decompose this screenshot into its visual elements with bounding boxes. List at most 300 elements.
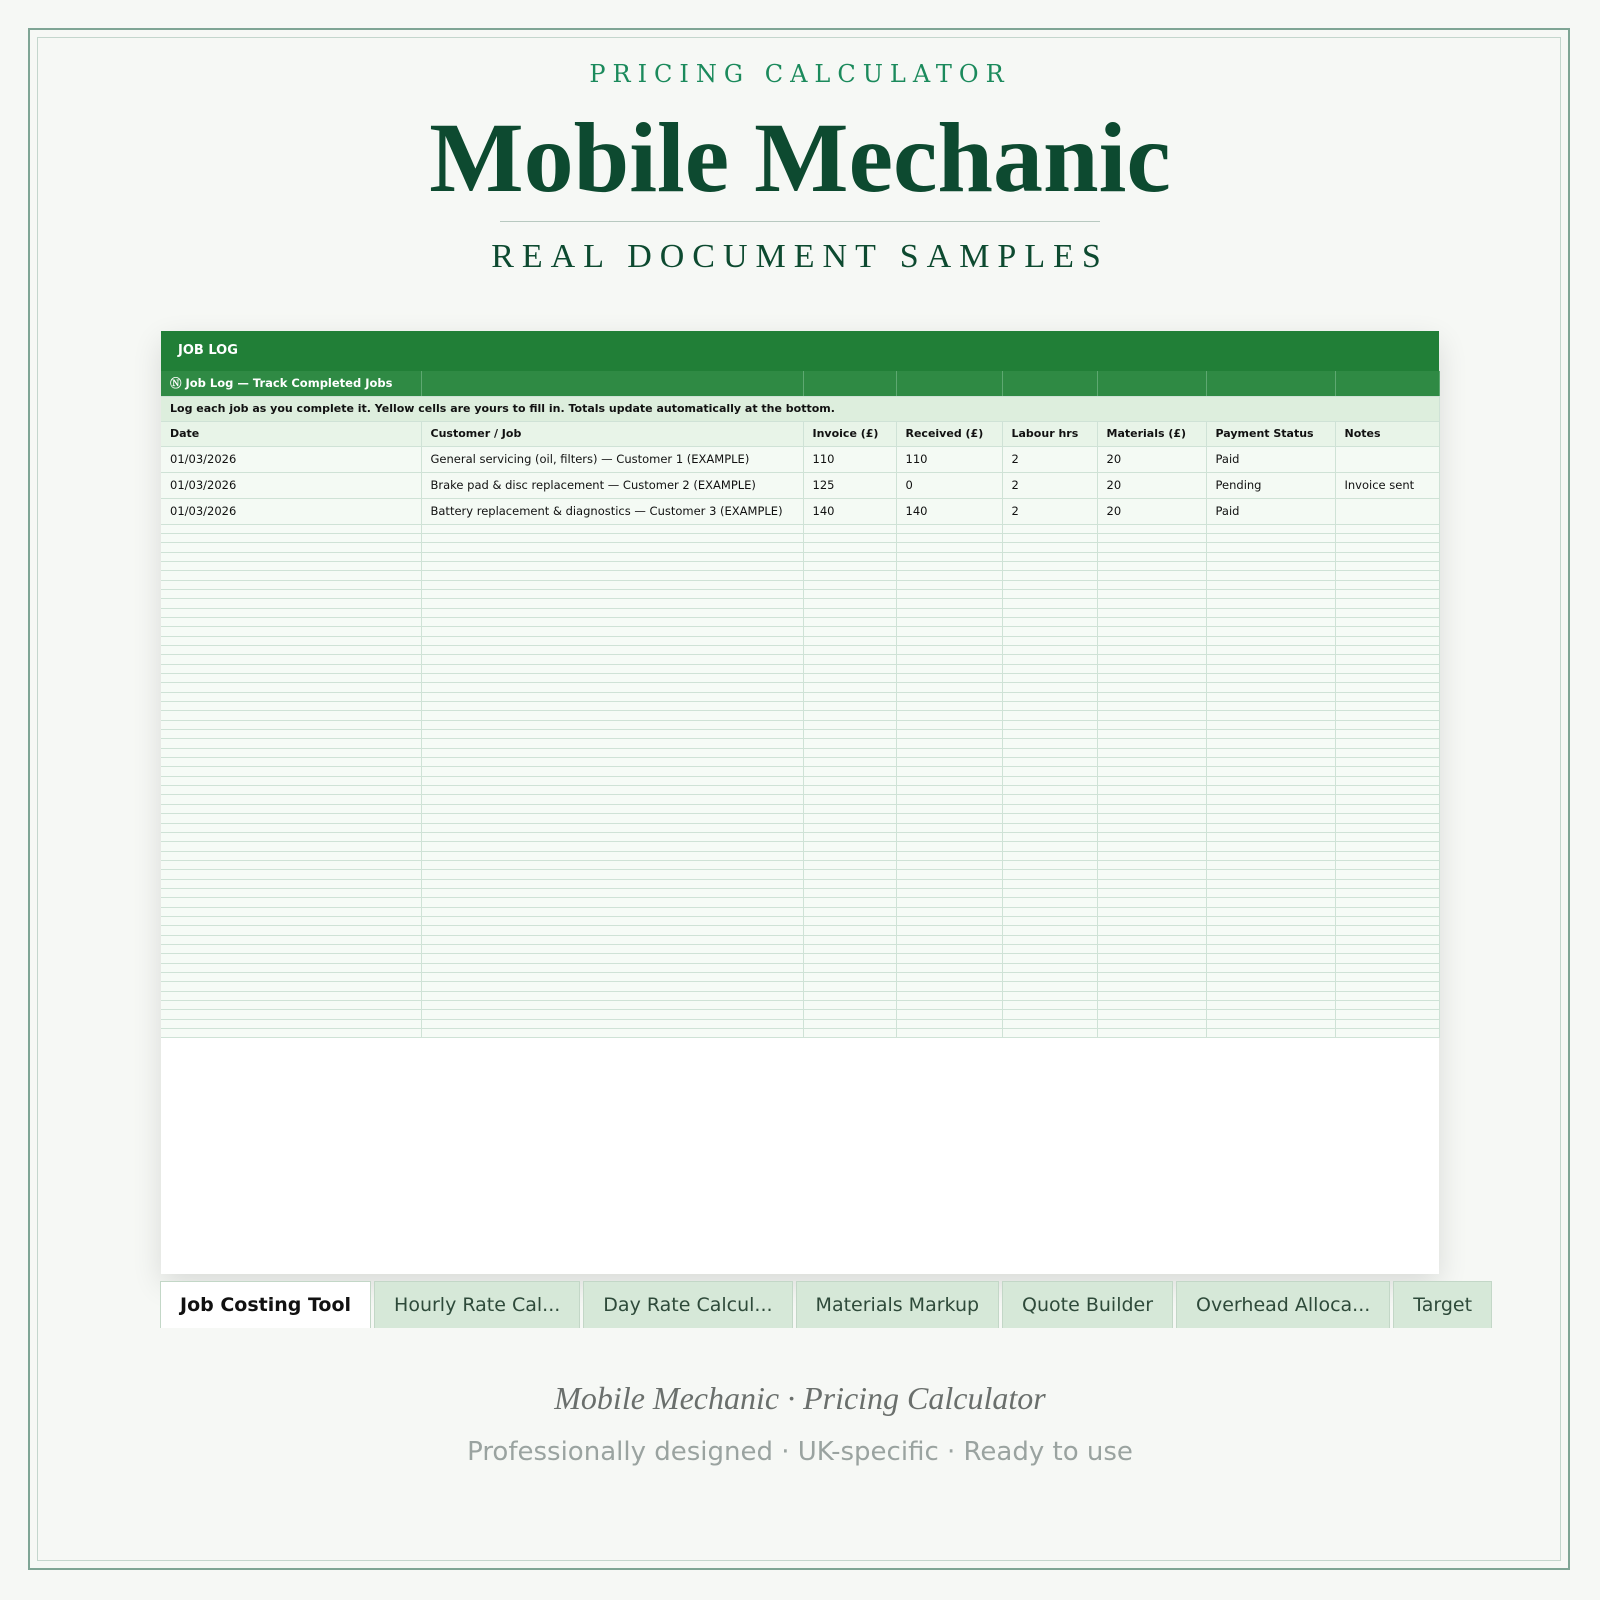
empty-cell[interactable] [421, 823, 803, 832]
empty-cell[interactable] [161, 748, 421, 757]
empty-cell[interactable] [1206, 617, 1335, 626]
empty-cell[interactable] [1097, 916, 1206, 925]
section-cell[interactable] [1097, 371, 1206, 396]
empty-cell[interactable] [1002, 776, 1097, 785]
empty-cell[interactable] [803, 739, 896, 748]
table-cell[interactable]: 2 [1002, 446, 1097, 472]
empty-cell[interactable] [1002, 730, 1097, 739]
empty-cell[interactable] [1206, 907, 1335, 916]
empty-cell[interactable] [1206, 1019, 1335, 1028]
empty-cell[interactable] [1097, 851, 1206, 860]
empty-cell[interactable] [421, 954, 803, 963]
empty-cell[interactable] [161, 664, 421, 673]
empty-cell[interactable] [421, 786, 803, 795]
empty-cell[interactable] [803, 916, 896, 925]
empty-cell[interactable] [1097, 739, 1206, 748]
empty-cell[interactable] [161, 851, 421, 860]
empty-cell[interactable] [1206, 758, 1335, 767]
empty-cell[interactable] [896, 786, 1002, 795]
empty-cell[interactable] [803, 1001, 896, 1010]
sheet-tab[interactable]: Quote Builder [1002, 1281, 1173, 1328]
empty-cell[interactable] [803, 1010, 896, 1019]
empty-cell[interactable] [803, 973, 896, 982]
empty-cell[interactable] [1335, 683, 1439, 692]
empty-cell[interactable] [896, 1010, 1002, 1019]
empty-cell[interactable] [161, 842, 421, 851]
empty-cell[interactable] [421, 543, 803, 552]
empty-cell[interactable] [1206, 711, 1335, 720]
empty-cell[interactable] [1097, 589, 1206, 598]
empty-cell[interactable] [1206, 561, 1335, 570]
empty-cell[interactable] [1335, 804, 1439, 813]
empty-cell[interactable] [1097, 720, 1206, 729]
empty-cell[interactable] [421, 1010, 803, 1019]
empty-cell[interactable] [1206, 1029, 1335, 1038]
empty-cell[interactable] [1002, 664, 1097, 673]
empty-cell[interactable] [1097, 898, 1206, 907]
empty-cell[interactable] [1097, 571, 1206, 580]
empty-cell[interactable] [1335, 589, 1439, 598]
empty-cell[interactable] [1002, 1019, 1097, 1028]
empty-cell[interactable] [803, 832, 896, 841]
empty-cell[interactable] [1097, 599, 1206, 608]
empty-cell[interactable] [896, 617, 1002, 626]
empty-cell[interactable] [421, 599, 803, 608]
empty-cell[interactable] [1206, 636, 1335, 645]
empty-cell[interactable] [421, 879, 803, 888]
empty-cell[interactable] [161, 645, 421, 654]
empty-cell[interactable] [896, 776, 1002, 785]
empty-cell[interactable] [1097, 533, 1206, 542]
empty-cell[interactable] [896, 730, 1002, 739]
empty-cell[interactable] [1002, 898, 1097, 907]
empty-cell[interactable] [1335, 552, 1439, 561]
empty-cell[interactable] [1335, 674, 1439, 683]
empty-cell[interactable] [421, 795, 803, 804]
empty-cell[interactable] [1335, 973, 1439, 982]
empty-cell[interactable] [1097, 1029, 1206, 1038]
empty-cell[interactable] [1097, 524, 1206, 533]
empty-cell[interactable] [803, 982, 896, 991]
empty-cell[interactable] [161, 814, 421, 823]
empty-cell[interactable] [896, 898, 1002, 907]
empty-cell[interactable] [421, 907, 803, 916]
empty-cell[interactable] [1002, 916, 1097, 925]
table-cell[interactable]: Paid [1206, 446, 1335, 472]
empty-cell[interactable] [421, 617, 803, 626]
empty-cell[interactable] [1097, 879, 1206, 888]
empty-cell[interactable] [1335, 944, 1439, 953]
empty-cell[interactable] [161, 963, 421, 972]
empty-cell[interactable] [421, 832, 803, 841]
table-cell[interactable]: 20 [1097, 498, 1206, 524]
empty-cell[interactable] [1097, 617, 1206, 626]
empty-cell[interactable] [161, 1010, 421, 1019]
empty-cell[interactable] [421, 711, 803, 720]
empty-cell[interactable] [896, 870, 1002, 879]
empty-cell[interactable] [161, 823, 421, 832]
empty-cell[interactable] [1206, 851, 1335, 860]
empty-cell[interactable] [161, 870, 421, 879]
empty-cell[interactable] [1335, 524, 1439, 533]
table-cell[interactable]: 125 [803, 472, 896, 498]
empty-cell[interactable] [421, 589, 803, 598]
sheet-tab[interactable]: Overhead Alloca... [1176, 1281, 1390, 1328]
empty-cell[interactable] [1002, 926, 1097, 935]
empty-cell[interactable] [803, 795, 896, 804]
empty-cell[interactable] [1097, 870, 1206, 879]
empty-cell[interactable] [803, 571, 896, 580]
empty-cell[interactable] [1206, 898, 1335, 907]
empty-cell[interactable] [896, 935, 1002, 944]
empty-cell[interactable] [1002, 832, 1097, 841]
column-header[interactable]: Customer / Job [421, 421, 803, 446]
section-cell[interactable] [1335, 371, 1439, 396]
empty-cell[interactable] [161, 767, 421, 776]
empty-cell[interactable] [1002, 758, 1097, 767]
empty-cell[interactable] [1097, 973, 1206, 982]
empty-cell[interactable] [803, 935, 896, 944]
table-cell[interactable]: 0 [896, 472, 1002, 498]
empty-cell[interactable] [1335, 795, 1439, 804]
empty-cell[interactable] [1002, 608, 1097, 617]
empty-cell[interactable] [1097, 702, 1206, 711]
empty-cell[interactable] [896, 982, 1002, 991]
empty-cell[interactable] [1335, 748, 1439, 757]
empty-cell[interactable] [1335, 720, 1439, 729]
empty-cell[interactable] [161, 776, 421, 785]
empty-cell[interactable] [161, 804, 421, 813]
empty-cell[interactable] [896, 888, 1002, 897]
empty-cell[interactable] [421, 963, 803, 972]
sheet-tab[interactable]: Job Costing Tool [160, 1281, 371, 1328]
empty-cell[interactable] [896, 720, 1002, 729]
empty-cell[interactable] [803, 730, 896, 739]
empty-cell[interactable] [803, 599, 896, 608]
empty-cell[interactable] [161, 552, 421, 561]
empty-cell[interactable] [161, 617, 421, 626]
empty-cell[interactable] [1206, 963, 1335, 972]
empty-cell[interactable] [803, 589, 896, 598]
empty-cell[interactable] [1206, 870, 1335, 879]
empty-cell[interactable] [1097, 608, 1206, 617]
empty-cell[interactable] [421, 888, 803, 897]
empty-cell[interactable] [161, 935, 421, 944]
empty-cell[interactable] [1097, 561, 1206, 570]
empty-cell[interactable] [896, 580, 1002, 589]
empty-cell[interactable] [161, 982, 421, 991]
empty-cell[interactable] [1335, 571, 1439, 580]
empty-cell[interactable] [1002, 533, 1097, 542]
empty-cell[interactable] [896, 589, 1002, 598]
empty-cell[interactable] [1335, 814, 1439, 823]
empty-cell[interactable] [1206, 860, 1335, 869]
empty-cell[interactable] [803, 898, 896, 907]
empty-cell[interactable] [896, 832, 1002, 841]
empty-cell[interactable] [421, 776, 803, 785]
empty-cell[interactable] [1335, 823, 1439, 832]
empty-cell[interactable] [803, 655, 896, 664]
table-cell[interactable]: 110 [896, 446, 1002, 472]
empty-cell[interactable] [421, 860, 803, 869]
empty-cell[interactable] [421, 748, 803, 757]
empty-cell[interactable] [161, 973, 421, 982]
empty-cell[interactable] [803, 758, 896, 767]
empty-cell[interactable] [421, 926, 803, 935]
empty-cell[interactable] [1002, 823, 1097, 832]
empty-cell[interactable] [896, 627, 1002, 636]
table-cell[interactable]: 2 [1002, 498, 1097, 524]
empty-cell[interactable] [161, 954, 421, 963]
empty-cell[interactable] [1002, 804, 1097, 813]
empty-cell[interactable] [421, 720, 803, 729]
empty-cell[interactable] [803, 823, 896, 832]
empty-cell[interactable] [1097, 767, 1206, 776]
empty-cell[interactable] [1335, 954, 1439, 963]
empty-cell[interactable] [161, 1019, 421, 1028]
section-cell[interactable] [421, 371, 803, 396]
empty-cell[interactable] [1335, 767, 1439, 776]
empty-cell[interactable] [421, 1001, 803, 1010]
empty-cell[interactable] [896, 804, 1002, 813]
empty-cell[interactable] [1002, 860, 1097, 869]
empty-cell[interactable] [1002, 617, 1097, 626]
empty-cell[interactable] [1097, 711, 1206, 720]
table-cell[interactable]: 140 [803, 498, 896, 524]
empty-cell[interactable] [1335, 851, 1439, 860]
empty-cell[interactable] [896, 674, 1002, 683]
empty-cell[interactable] [1002, 944, 1097, 953]
empty-cell[interactable] [1206, 552, 1335, 561]
empty-cell[interactable] [1002, 982, 1097, 991]
empty-cell[interactable] [161, 739, 421, 748]
empty-cell[interactable] [421, 692, 803, 701]
empty-cell[interactable] [421, 683, 803, 692]
empty-cell[interactable] [1335, 916, 1439, 925]
sheet-tab[interactable]: Target [1393, 1281, 1492, 1328]
table-cell[interactable]: 20 [1097, 472, 1206, 498]
empty-cell[interactable] [1097, 907, 1206, 916]
table-cell[interactable]: 2 [1002, 472, 1097, 498]
empty-cell[interactable] [1335, 907, 1439, 916]
empty-cell[interactable] [1097, 552, 1206, 561]
table-cell[interactable]: 01/03/2026 [161, 472, 421, 498]
empty-cell[interactable] [421, 973, 803, 982]
empty-cell[interactable] [1335, 991, 1439, 1000]
empty-cell[interactable] [1206, 776, 1335, 785]
empty-cell[interactable] [1002, 720, 1097, 729]
empty-cell[interactable] [1206, 608, 1335, 617]
table-cell[interactable] [1335, 498, 1439, 524]
empty-cell[interactable] [1335, 1029, 1439, 1038]
empty-cell[interactable] [896, 795, 1002, 804]
table-cell[interactable] [1335, 446, 1439, 472]
empty-cell[interactable] [421, 804, 803, 813]
empty-cell[interactable] [161, 907, 421, 916]
sheet-tab[interactable]: Day Rate Calcul... [583, 1281, 792, 1328]
empty-cell[interactable] [1206, 664, 1335, 673]
empty-cell[interactable] [803, 524, 896, 533]
empty-cell[interactable] [1206, 627, 1335, 636]
empty-cell[interactable] [1206, 804, 1335, 813]
empty-cell[interactable] [1097, 842, 1206, 851]
empty-cell[interactable] [161, 627, 421, 636]
empty-cell[interactable] [1335, 842, 1439, 851]
empty-cell[interactable] [1335, 963, 1439, 972]
table-cell[interactable]: General servicing (oil, filters) — Customer 1 (EXAMPLE) [421, 446, 803, 472]
empty-cell[interactable] [161, 524, 421, 533]
empty-cell[interactable] [896, 692, 1002, 701]
empty-cell[interactable] [421, 561, 803, 570]
empty-cell[interactable] [1206, 814, 1335, 823]
empty-cell[interactable] [1206, 935, 1335, 944]
empty-cell[interactable] [161, 533, 421, 542]
empty-cell[interactable] [1335, 758, 1439, 767]
table-cell[interactable]: Brake pad & disc replacement — Customer 2 (EXAMPLE) [421, 472, 803, 498]
empty-cell[interactable] [1097, 823, 1206, 832]
empty-cell[interactable] [421, 814, 803, 823]
empty-cell[interactable] [896, 860, 1002, 869]
empty-cell[interactable] [161, 674, 421, 683]
empty-cell[interactable] [1097, 786, 1206, 795]
empty-cell[interactable] [1002, 739, 1097, 748]
empty-cell[interactable] [1335, 860, 1439, 869]
empty-cell[interactable] [1002, 991, 1097, 1000]
empty-cell[interactable] [161, 692, 421, 701]
empty-cell[interactable] [1335, 1019, 1439, 1028]
empty-cell[interactable] [1097, 860, 1206, 869]
empty-cell[interactable] [1335, 870, 1439, 879]
empty-cell[interactable] [1206, 954, 1335, 963]
empty-cell[interactable] [803, 543, 896, 552]
empty-cell[interactable] [1002, 748, 1097, 757]
empty-cell[interactable] [803, 776, 896, 785]
empty-cell[interactable] [161, 832, 421, 841]
empty-cell[interactable] [421, 702, 803, 711]
empty-cell[interactable] [1097, 1010, 1206, 1019]
column-header[interactable]: Materials (£) [1097, 421, 1206, 446]
empty-cell[interactable] [1335, 832, 1439, 841]
section-cell[interactable] [1206, 371, 1335, 396]
empty-cell[interactable] [1335, 935, 1439, 944]
empty-cell[interactable] [1097, 683, 1206, 692]
empty-cell[interactable] [1002, 627, 1097, 636]
empty-cell[interactable] [896, 645, 1002, 654]
instructions-text[interactable]: Log each job as you complete it. Yellow cells are yours to fill in. Totals update automatically at the bottom. [161, 396, 1439, 421]
section-title[interactable]: Ⓝ Job Log — Track Completed Jobs [161, 371, 421, 396]
empty-cell[interactable] [896, 944, 1002, 953]
empty-cell[interactable] [896, 533, 1002, 542]
empty-cell[interactable] [1206, 982, 1335, 991]
empty-cell[interactable] [1206, 645, 1335, 654]
empty-cell[interactable] [1335, 627, 1439, 636]
empty-cell[interactable] [896, 842, 1002, 851]
empty-cell[interactable] [803, 888, 896, 897]
column-header[interactable]: Labour hrs [1002, 421, 1097, 446]
empty-cell[interactable] [1206, 1001, 1335, 1010]
empty-cell[interactable] [803, 814, 896, 823]
empty-cell[interactable] [1097, 954, 1206, 963]
empty-cell[interactable] [1002, 589, 1097, 598]
empty-cell[interactable] [1206, 533, 1335, 542]
empty-cell[interactable] [896, 552, 1002, 561]
empty-cell[interactable] [896, 973, 1002, 982]
empty-cell[interactable] [1097, 888, 1206, 897]
empty-cell[interactable] [1002, 561, 1097, 570]
empty-cell[interactable] [421, 935, 803, 944]
empty-cell[interactable] [1097, 748, 1206, 757]
empty-cell[interactable] [1097, 991, 1206, 1000]
empty-cell[interactable] [1097, 645, 1206, 654]
empty-cell[interactable] [803, 767, 896, 776]
empty-cell[interactable] [1097, 832, 1206, 841]
empty-cell[interactable] [1002, 683, 1097, 692]
empty-cell[interactable] [161, 543, 421, 552]
empty-cell[interactable] [1335, 730, 1439, 739]
empty-cell[interactable] [1206, 543, 1335, 552]
empty-cell[interactable] [896, 739, 1002, 748]
empty-cell[interactable] [803, 860, 896, 869]
empty-cell[interactable] [803, 664, 896, 673]
empty-cell[interactable] [803, 645, 896, 654]
empty-cell[interactable] [1335, 1010, 1439, 1019]
empty-cell[interactable] [161, 795, 421, 804]
table-cell[interactable]: Battery replacement & diagnostics — Customer 3 (EXAMPLE) [421, 498, 803, 524]
empty-cell[interactable] [1002, 814, 1097, 823]
empty-cell[interactable] [896, 711, 1002, 720]
empty-cell[interactable] [421, 758, 803, 767]
empty-cell[interactable] [1206, 589, 1335, 598]
empty-cell[interactable] [1335, 692, 1439, 701]
empty-cell[interactable] [1206, 692, 1335, 701]
empty-cell[interactable] [421, 664, 803, 673]
empty-cell[interactable] [1097, 758, 1206, 767]
empty-cell[interactable] [1097, 627, 1206, 636]
empty-cell[interactable] [803, 804, 896, 813]
empty-cell[interactable] [421, 580, 803, 589]
empty-cell[interactable] [421, 851, 803, 860]
empty-cell[interactable] [896, 524, 1002, 533]
empty-cell[interactable] [896, 683, 1002, 692]
empty-cell[interactable] [161, 711, 421, 720]
empty-cell[interactable] [803, 926, 896, 935]
empty-cell[interactable] [421, 1029, 803, 1038]
empty-cell[interactable] [896, 814, 1002, 823]
empty-cell[interactable] [803, 1019, 896, 1028]
empty-cell[interactable] [803, 692, 896, 701]
empty-cell[interactable] [421, 674, 803, 683]
empty-cell[interactable] [421, 645, 803, 654]
empty-cell[interactable] [1206, 795, 1335, 804]
empty-cell[interactable] [803, 991, 896, 1000]
table-cell[interactable]: 01/03/2026 [161, 498, 421, 524]
empty-cell[interactable] [1335, 702, 1439, 711]
empty-cell[interactable] [896, 561, 1002, 570]
empty-cell[interactable] [896, 748, 1002, 757]
empty-cell[interactable] [421, 944, 803, 953]
empty-cell[interactable] [896, 702, 1002, 711]
empty-cell[interactable] [1206, 720, 1335, 729]
empty-cell[interactable] [1206, 580, 1335, 589]
empty-cell[interactable] [803, 851, 896, 860]
empty-cell[interactable] [1206, 730, 1335, 739]
sheet-tab[interactable]: Hourly Rate Cal... [374, 1281, 580, 1328]
empty-cell[interactable] [1002, 907, 1097, 916]
empty-cell[interactable] [803, 842, 896, 851]
column-header[interactable]: Notes [1335, 421, 1439, 446]
empty-cell[interactable] [1206, 786, 1335, 795]
empty-cell[interactable] [803, 711, 896, 720]
